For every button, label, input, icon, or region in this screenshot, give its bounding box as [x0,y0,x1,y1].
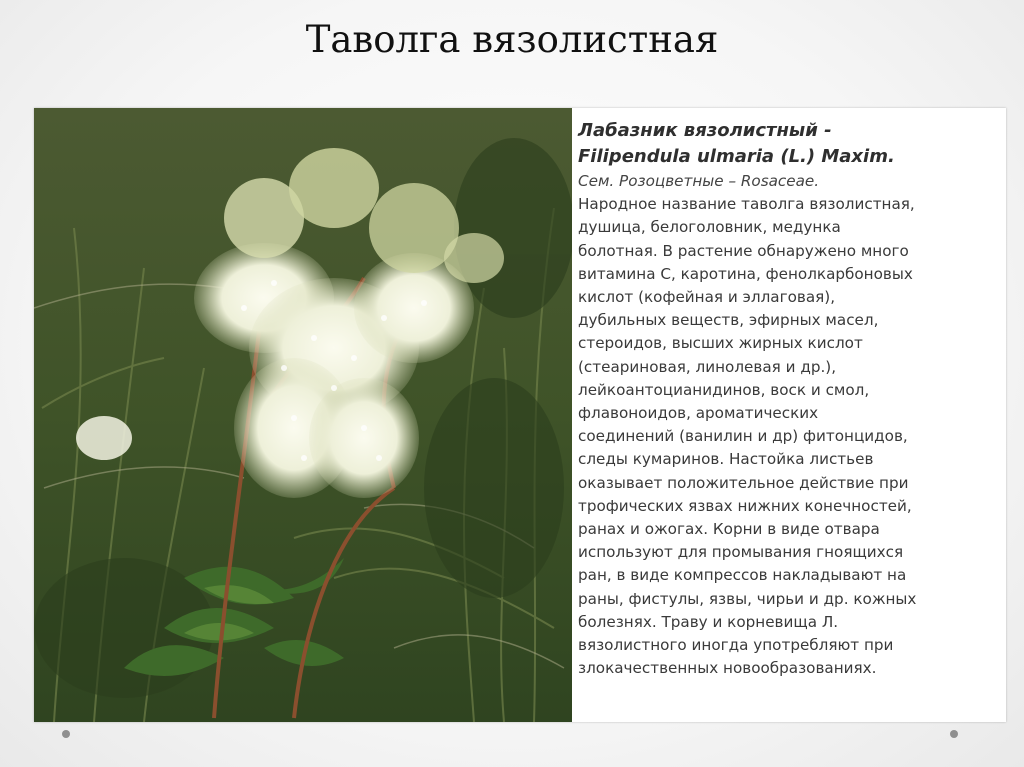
body-line: дубильных веществ, эфирных масел, [578,311,879,330]
body-line: болезнях. Траву и корневища Л. [578,612,839,631]
body-line: соединений (ванилин и др) фитонцидов, [578,427,908,446]
body-line: трофических язвах нижних конечностей, [578,496,912,515]
body-line: болотная. В растение обнаружено много [578,241,909,260]
body-line: вязолистного иногда употребляют при [578,636,894,655]
meadowsweet-plant-photo [34,108,572,722]
body-line: стероидов, высших жирных кислот [578,334,863,353]
body-line: следы кумаринов. Настойка листьев [578,450,874,469]
body-line: душица, белоголовник, медунка [578,218,841,237]
body-line: злокачественных новообразованиях. [578,659,877,678]
description-text [578,118,998,708]
body-line: лейкоантоцианидинов, воск и смол, [578,380,870,399]
body-line: оказывает положительное действие при [578,473,909,492]
decorative-dot-left [62,730,70,738]
decorative-dot-right [950,730,958,738]
body-line: ранах и ожогах. Корни в виде отвара [578,520,880,539]
body-line: раны, фистулы, язвы, чирьи и др. кожных [578,589,917,608]
content-panel [34,108,1006,722]
heading-latin-name: Filipendula ulmaria (L.) Maxim. [578,146,895,167]
body-line: ран, в виде компрессов накладывают на [578,566,907,585]
body-line: кислот (кофейная и эллаговая), [578,288,836,307]
body-line: флавоноидов, ароматических [578,404,819,423]
body-line: Народное название таволга вязолистная, [578,195,915,214]
heading-russian-name: Лабазник вязолистный - [578,120,832,141]
body-line: (стеариновая, линолевая и др.), [578,357,837,376]
slide-title-container [0,18,1024,61]
family-line: Сем. Розоцветные – Rosaceae. [578,172,820,190]
slide-title: Таволга вязолистная [305,18,719,61]
body-line: используют для промывания гноящихся [578,543,904,562]
body-line: витамина С, каротина, фенолкарбоновых [578,264,913,283]
